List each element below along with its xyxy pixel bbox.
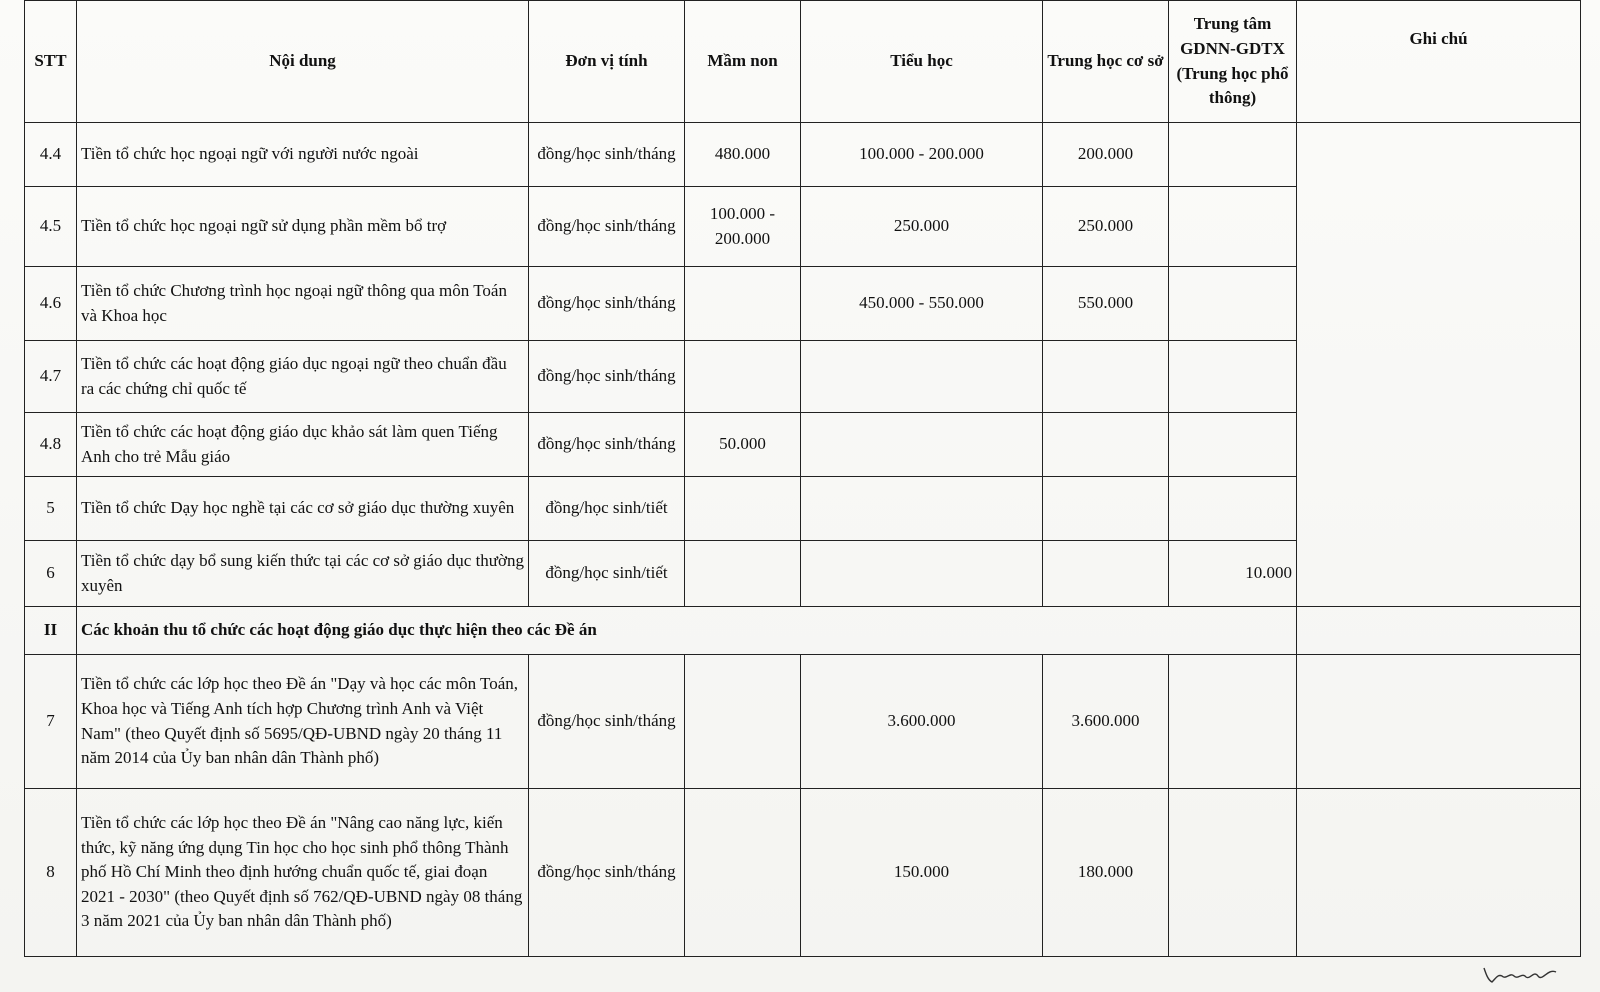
table-row [25, 123, 1581, 187]
content-cell: Tiền tổ chức các hoạt động giáo dục khảo sát làm quen Tiếng Anh cho trẻ Mẫu giáo [77, 413, 529, 477]
thcs-cell: 250.000 [1043, 187, 1169, 267]
ghi-chu-cell [1297, 789, 1581, 957]
tieu-hoc-cell: 3.600.000 [801, 655, 1043, 789]
content-cell: Tiền tổ chức các lớp học theo Đề án "Dạy và học các môn Toán, Khoa học và Tiếng Anh tích hợp Chương trình Anh và Việt Nam" (theo Quyết định số 5695/QĐ-UBND ngày 20 tháng 11 năm 2014 của Ủy ban nhân dân Thành phố) [77, 655, 529, 789]
thcs-cell: 550.000 [1043, 267, 1169, 341]
unit-cell: đồng/học sinh/tháng [529, 789, 685, 957]
unit-cell: đồng/học sinh/tiết [529, 477, 685, 541]
mam-non-cell [685, 655, 801, 789]
gdnn-cell [1169, 413, 1297, 477]
content-cell: Tiền tổ chức học ngoại ngữ sử dụng phần mềm bổ trợ [77, 187, 529, 267]
section-title: Các khoản thu tổ chức các hoạt động giáo dục thực hiện theo các Đề án [77, 607, 1297, 655]
thcs-cell: 3.600.000 [1043, 655, 1169, 789]
thcs-cell [1043, 541, 1169, 607]
header-don-vi: Đơn vị tính [529, 1, 685, 123]
tieu-hoc-cell [801, 477, 1043, 541]
content-cell: Tiền tổ chức Dạy học nghề tại các cơ sở giáo dục thường xuyên [77, 477, 529, 541]
content-cell: Tiền tổ chức Chương trình học ngoại ngữ thông qua môn Toán và Khoa học [77, 267, 529, 341]
stt-cell: 7 [25, 655, 77, 789]
tieu-hoc-cell [801, 541, 1043, 607]
unit-cell: đồng/học sinh/tháng [529, 267, 685, 341]
unit-cell: đồng/học sinh/tháng [529, 413, 685, 477]
stt-cell: 8 [25, 789, 77, 957]
unit-cell: đồng/học sinh/tháng [529, 187, 685, 267]
gdnn-cell [1169, 655, 1297, 789]
section-stt: II [25, 607, 77, 655]
content-cell: Tiền tổ chức học ngoại ngữ với người nước ngoài [77, 123, 529, 187]
mam-non-cell [685, 267, 801, 341]
content-cell: Tiền tổ chức dạy bổ sung kiến thức tại các cơ sở giáo dục thường xuyên [77, 541, 529, 607]
gdnn-cell [1169, 341, 1297, 413]
stt-cell: 4.4 [25, 123, 77, 187]
tieu-hoc-cell: 100.000 - 200.000 [801, 123, 1043, 187]
table-row [25, 655, 1581, 789]
section-row [25, 607, 1581, 655]
thcs-cell: 180.000 [1043, 789, 1169, 957]
thcs-cell [1043, 413, 1169, 477]
header-mam-non: Mầm non [685, 1, 801, 123]
stt-cell: 6 [25, 541, 77, 607]
tieu-hoc-cell: 250.000 [801, 187, 1043, 267]
mam-non-cell: 100.000 - 200.000 [685, 187, 801, 267]
unit-cell: đồng/học sinh/tháng [529, 655, 685, 789]
header-gdnn: Trung tâm GDNN-GDTX (Trung học phổ thông) [1169, 1, 1297, 123]
gdnn-cell: 10.000 [1169, 541, 1297, 607]
ghi-chu-cell [1297, 655, 1581, 789]
signature-mark [1480, 960, 1560, 986]
tieu-hoc-cell [801, 341, 1043, 413]
tieu-hoc-cell: 150.000 [801, 789, 1043, 957]
mam-non-cell [685, 541, 801, 607]
ghi-chu-cell [1297, 123, 1581, 607]
content-cell: Tiền tổ chức các lớp học theo Đề án "Nâng cao năng lực, kiến thức, kỹ năng ứng dụng Tin học cho học sinh phổ thông Thành phố Hồ Chí Minh theo định hướng chuẩn quốc tế, giai đoạn 2021 - 2030" (theo Quyết định số 762/QĐ-UBND ngày 08 tháng 3 năm 2021 của Ủy ban nhân dân Thành phố) [77, 789, 529, 957]
mam-non-cell [685, 789, 801, 957]
gdnn-cell [1169, 187, 1297, 267]
unit-cell: đồng/học sinh/tháng [529, 123, 685, 187]
unit-cell: đồng/học sinh/tiết [529, 541, 685, 607]
stt-cell: 4.6 [25, 267, 77, 341]
tieu-hoc-cell: 450.000 - 550.000 [801, 267, 1043, 341]
header-row [25, 1, 1581, 123]
header-ghi-chu: Ghi chú [1297, 1, 1581, 123]
fee-table [24, 0, 1581, 957]
header-tieu-hoc: Tiểu học [801, 1, 1043, 123]
stt-cell: 4.5 [25, 187, 77, 267]
gdnn-cell [1169, 123, 1297, 187]
table-row [25, 789, 1581, 957]
unit-cell: đồng/học sinh/tháng [529, 341, 685, 413]
mam-non-cell [685, 341, 801, 413]
content-cell: Tiền tổ chức các hoạt động giáo dục ngoại ngữ theo chuẩn đầu ra các chứng chỉ quốc tế [77, 341, 529, 413]
header-stt: STT [25, 1, 77, 123]
thcs-cell: 200.000 [1043, 123, 1169, 187]
mam-non-cell [685, 477, 801, 541]
tieu-hoc-cell [801, 413, 1043, 477]
stt-cell: 4.8 [25, 413, 77, 477]
header-thcs: Trung học cơ sở [1043, 1, 1169, 123]
gdnn-cell [1169, 789, 1297, 957]
header-noi-dung: Nội dung [77, 1, 529, 123]
gdnn-cell [1169, 477, 1297, 541]
thcs-cell [1043, 341, 1169, 413]
mam-non-cell: 480.000 [685, 123, 801, 187]
gdnn-cell [1169, 267, 1297, 341]
ghi-chu-cell [1297, 607, 1581, 655]
mam-non-cell: 50.000 [685, 413, 801, 477]
thcs-cell [1043, 477, 1169, 541]
stt-cell: 4.7 [25, 341, 77, 413]
stt-cell: 5 [25, 477, 77, 541]
